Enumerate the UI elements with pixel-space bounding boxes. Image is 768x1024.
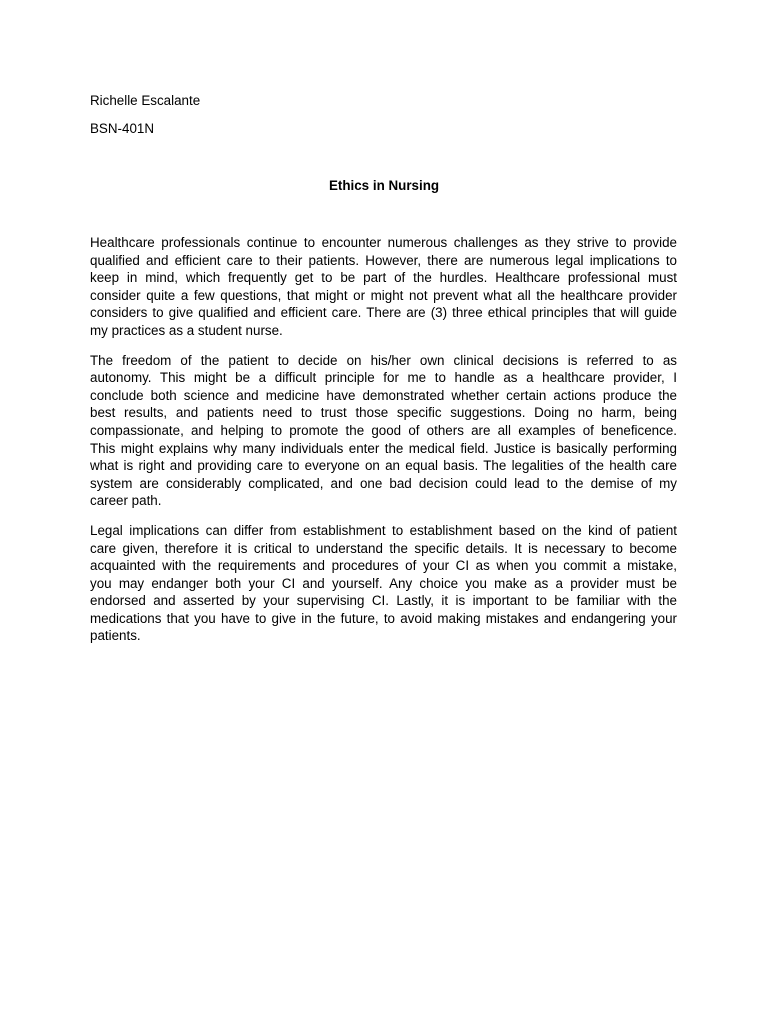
- paragraph: [90, 352, 677, 510]
- text-line: care given, therefore it is critical to understand the specific details. It is necessary to become: [90, 540, 677, 556]
- text-line: patients.: [90, 628, 141, 644]
- text-line: best results, and patients need to trust those specific suggestions. Doing no harm, being: [90, 405, 677, 421]
- text-line: compassionate, and helping to promote the good of others are all examples of beneficence.: [90, 422, 677, 438]
- text-line: Healthcare professionals continue to encounter numerous challenges as they strive to provide: [90, 235, 677, 250]
- course-code: BSN-401N: [90, 121, 155, 136]
- text-line: system are considerably complicated, and one bad decision could lead to the demise of my: [90, 475, 677, 491]
- text-line: The freedom of the patient to decide on his/her own clinical decisions is referred to as: [90, 352, 677, 368]
- text-line: This might explains why many individuals enter the medical field. Justice is basically performing: [90, 440, 677, 456]
- text-line: consider quite a few questions, that might or might not prevent what all the healthcare provider: [90, 287, 677, 303]
- text-line: autonomy. This might be a difficult principle for me to handle as a healthcare provider, I: [90, 370, 677, 386]
- paragraph: [90, 522, 677, 645]
- text-line: qualified and efficient care to their patients. However, there are numerous legal implications to: [90, 252, 677, 268]
- document-title: Ethics in Nursing: [328, 178, 440, 193]
- text-line: career path.: [90, 493, 162, 509]
- text-line: my practices as a student nurse.: [90, 322, 283, 338]
- text-line: what is right and providing care to everyone on an equal basis. The legalities of the health care: [90, 458, 677, 474]
- text-line: conclude both science and medicine have demonstrated whether certain actions produce the: [90, 387, 677, 403]
- text-line: keep in mind, which frequently get to be part of the hurdles. Healthcare professional must: [90, 270, 677, 286]
- text-line: acquainted with the requirements and procedures of your CI as when you commit a mistake,: [90, 558, 677, 574]
- document-body: [90, 234, 677, 657]
- author-name: Richelle Escalante: [90, 93, 201, 108]
- text-line: medications that you have to give in the future, to avoid making mistakes and endangering your: [90, 610, 677, 626]
- text-line: endorsed and asserted by your supervising CI. Lastly, it is important to be familiar with the: [90, 593, 677, 609]
- text-line: you may endanger both your CI and yourself. Any choice you make as a provider must be: [90, 575, 677, 591]
- paragraph: [90, 234, 677, 340]
- text-line: Legal implications can differ from establishment to establishment based on the kind of patient: [90, 522, 677, 538]
- text-line: considers to give qualified and efficient care. There are (3) three ethical principles that will guide: [90, 305, 677, 321]
